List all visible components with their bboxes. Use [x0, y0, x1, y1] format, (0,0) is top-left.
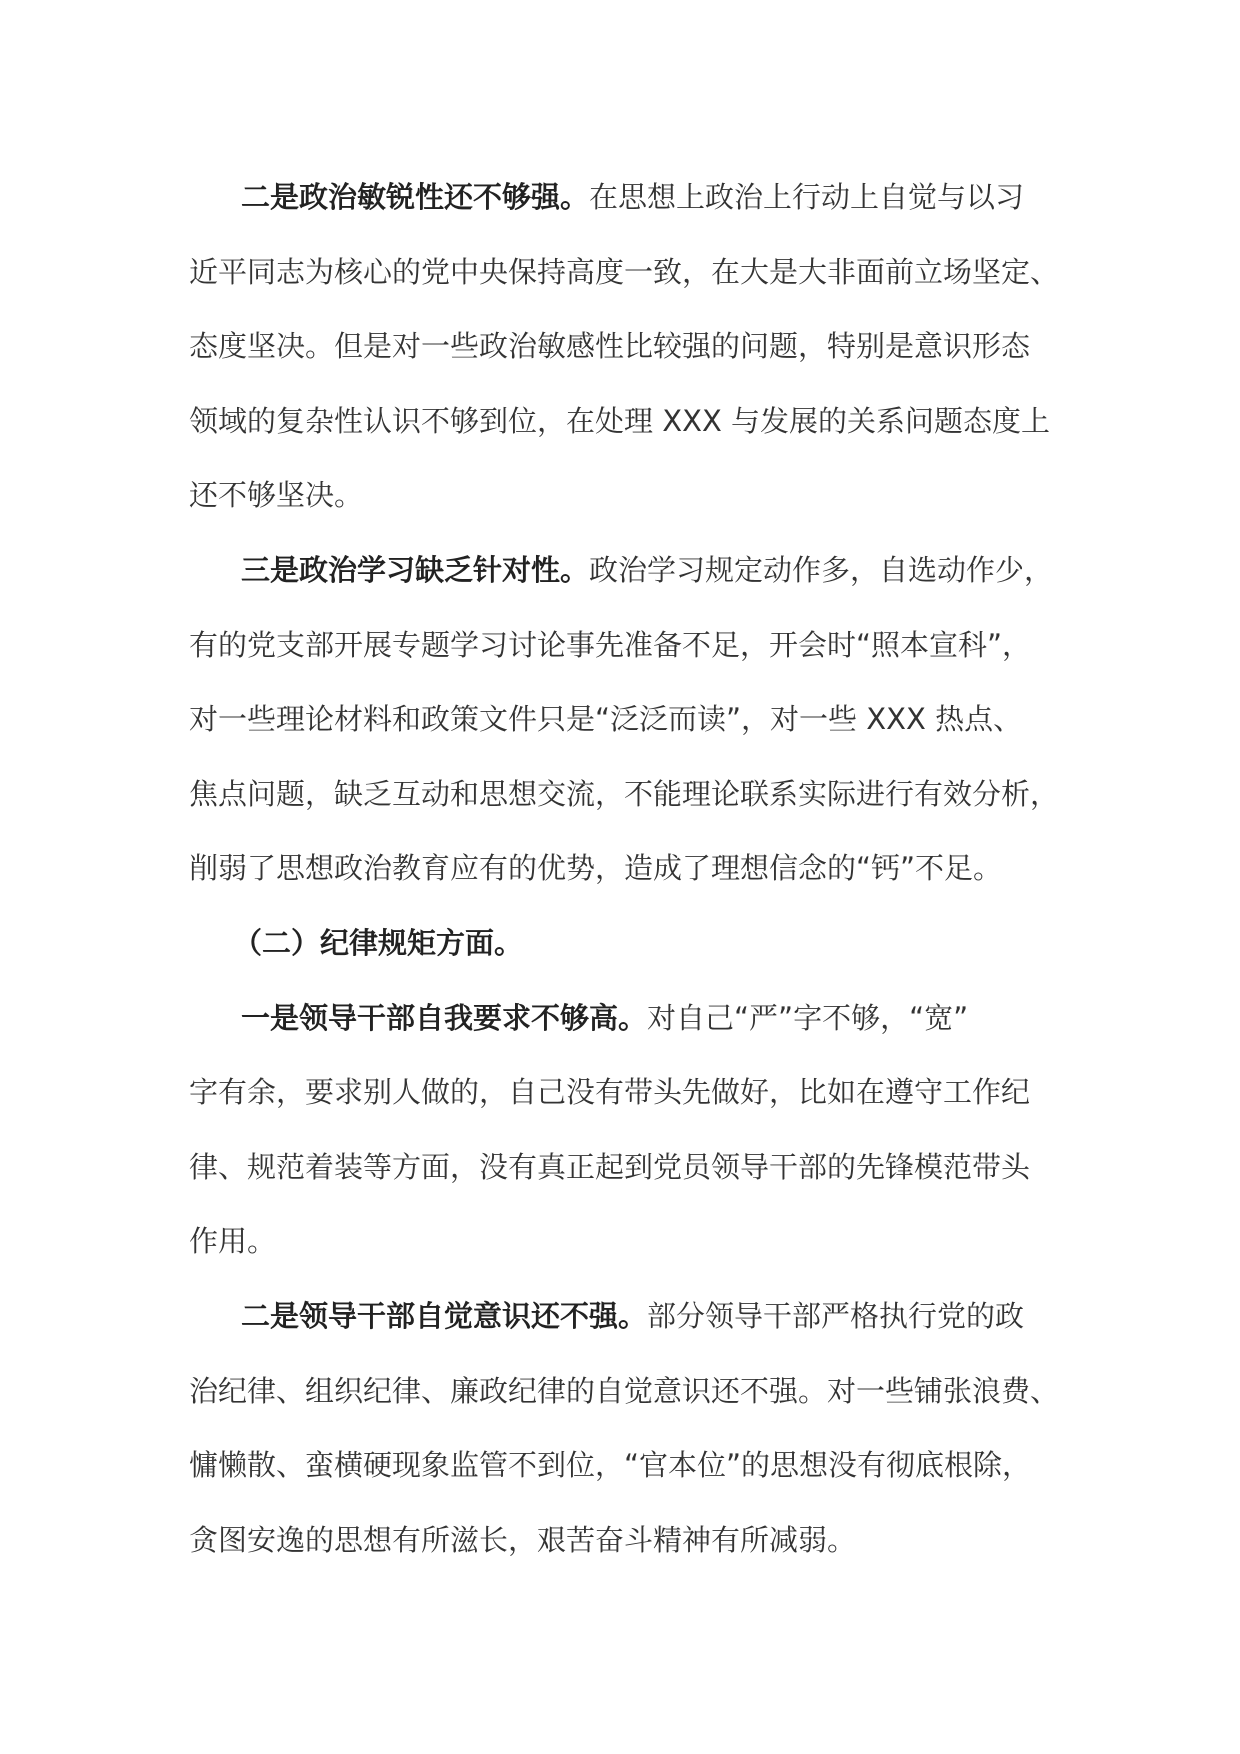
paragraph-line: 作用。	[189, 1224, 277, 1259]
line-text: 对自己“严”字不够，“宽”	[647, 1000, 969, 1035]
line-text: 在思想上政治上行动上自觉与以习	[589, 180, 1025, 214]
paragraph-line: 贪图安逸的思想有所滋长，艰苦奋斗精神有所减弱。	[189, 1522, 857, 1557]
line-text: 部分领导干部严格执行党的政	[647, 1298, 1025, 1333]
paragraph-lead: 三是政治学习缺乏针对性。	[241, 552, 590, 587]
paragraph-self-discipline	[189, 981, 1089, 1279]
paragraph-line	[189, 160, 1089, 235]
paragraph-line: 领域的复杂性认识不够到位，在处理 XXX 与发展的关系问题态度上	[189, 403, 1051, 438]
paragraph-line	[189, 1279, 1089, 1354]
paragraph-line: 对一些理论材料和政策文件只是“泛泛而读”，对一些 XXX 热点、	[189, 702, 1023, 737]
paragraph-line: 态度坚决。但是对一些政治敏感性比较强的问题，特别是意识形态	[189, 329, 1031, 364]
paragraph-line: 律、规范着装等方面，没有真正起到党员领导干部的先锋模范带头	[189, 1149, 1031, 1184]
paragraph-lead: 二是政治敏锐性还不够强。	[241, 180, 590, 214]
paragraph-self-awareness	[189, 1279, 1089, 1577]
paragraph-line	[189, 981, 1089, 1056]
paragraph-lead: 一是领导干部自我要求不够高。	[241, 1000, 648, 1035]
document-body	[189, 160, 1089, 1577]
paragraph-lead: 二是领导干部自觉意识还不强。	[241, 1298, 648, 1333]
paragraph-line: 焦点问题，缺乏互动和思想交流，不能理论联系实际进行有效分析，	[189, 776, 1060, 811]
line-text: 政治学习规定动作多，自选动作少，	[589, 552, 1054, 587]
paragraph-political-sensitivity	[189, 160, 1089, 533]
section-heading: （二）纪律规矩方面。	[233, 925, 524, 960]
paragraph-political-study	[189, 533, 1089, 906]
paragraph-line: 近平同志为核心的党中央保持高度一致，在大是大非面前立场坚定、	[189, 254, 1060, 289]
paragraph-line	[189, 533, 1089, 608]
paragraph-line: 慵懒散、蛮横硬现象监管不到位，“官本位”的思想没有彻底根除，	[189, 1448, 1032, 1483]
paragraph-line: 治纪律、组织纪律、廉政纪律的自觉意识还不强。对一些铺张浪费、	[189, 1373, 1060, 1408]
paragraph-line: 有的党支部开展专题学习讨论事先准备不足，开会时“照本宣科”，	[189, 627, 1032, 662]
paragraph-line: 字有余，要求别人做的，自己没有带头先做好，比如在遵守工作纪	[189, 1075, 1031, 1110]
paragraph-line: 削弱了思想政治教育应有的优势，造成了理想信念的“钙”不足。	[189, 851, 1003, 886]
paragraph-line: 还不够坚决。	[189, 478, 364, 513]
